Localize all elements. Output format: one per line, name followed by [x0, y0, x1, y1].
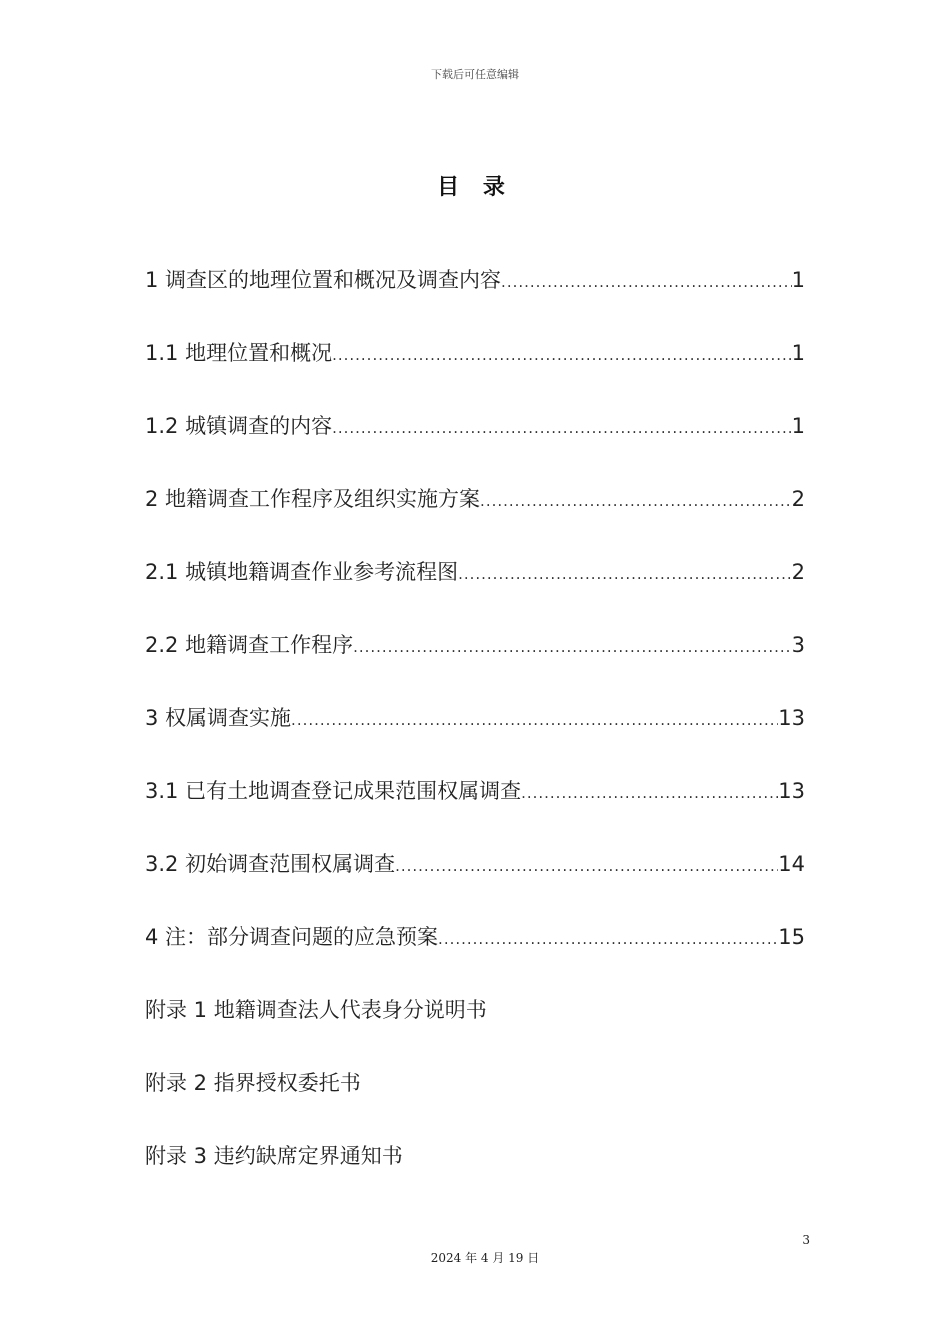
- toc-dot-leader: [291, 702, 778, 738]
- toc-entry-page: 1: [791, 268, 805, 292]
- toc-entry-text: 2.1 城镇地籍调查作业参考流程图: [145, 560, 459, 584]
- toc-entry-text: 2.2 地籍调查工作程序: [145, 633, 354, 657]
- toc-entry[interactable]: [145, 846, 805, 919]
- toc-entry-text: 4 注：部分调查问题的应急预案: [145, 925, 439, 949]
- toc-dot-leader: [353, 629, 792, 665]
- page-number: 3: [802, 1233, 810, 1247]
- toc-entry[interactable]: [145, 627, 805, 700]
- toc-entry-text: 1.1 地理位置和概况: [145, 341, 333, 365]
- page-title: 目 录: [437, 175, 513, 200]
- footer-date: 2024 年 4 月 19 日: [430, 1251, 540, 1265]
- toc-entry-text: 2 地籍调查工作程序及组织实施方案: [145, 487, 481, 511]
- appendix-entry[interactable]: 附录 1 地籍调查法人代表身分说明书: [145, 998, 487, 1022]
- toc-entry-page: 14: [778, 852, 805, 876]
- toc-entry[interactable]: [145, 262, 805, 335]
- toc-list: [145, 262, 805, 1211]
- toc-entry[interactable]: [145, 335, 805, 408]
- toc-dot-leader: [395, 848, 778, 884]
- toc-dot-leader: [332, 337, 792, 373]
- header-note: 下载后可任意编辑: [431, 68, 519, 81]
- toc-entry-page: 2: [791, 560, 805, 584]
- appendix-entry[interactable]: 附录 2 指界授权委托书: [145, 1071, 361, 1095]
- toc-entry-text: 3 权属调查实施: [145, 706, 292, 730]
- toc-entry[interactable]: [145, 919, 805, 992]
- toc-dot-leader: [438, 921, 778, 957]
- toc-entry[interactable]: [145, 481, 805, 554]
- toc-entry-page: 15: [778, 925, 805, 949]
- toc-entry-text: 3.2 初始调查范围权属调查: [145, 852, 396, 876]
- toc-entry-page: 3: [791, 633, 805, 657]
- toc-entry-text: 3.1 已有土地调查登记成果范围权属调查: [145, 779, 522, 803]
- toc-entry-page: 13: [778, 706, 805, 730]
- toc-entry[interactable]: [145, 554, 805, 627]
- toc-dot-leader: [480, 483, 792, 519]
- toc-entry-page: 2: [791, 487, 805, 511]
- toc-entry-page: 1: [791, 414, 805, 438]
- toc-entry-text: 1.2 城镇调查的内容: [145, 414, 333, 438]
- appendix-entry[interactable]: 附录 3 违约缺席定界通知书: [145, 1144, 403, 1168]
- toc-entry[interactable]: [145, 700, 805, 773]
- toc-dot-leader: [332, 410, 792, 446]
- toc-dot-leader: [458, 556, 792, 592]
- toc-entry[interactable]: [145, 408, 805, 481]
- toc-entry-page: 1: [791, 341, 805, 365]
- toc-dot-leader: [501, 264, 792, 300]
- toc-dot-leader: [521, 775, 778, 811]
- toc-entry-text: 1 调查区的地理位置和概况及调查内容: [145, 268, 502, 292]
- toc-entry-page: 13: [778, 779, 805, 803]
- toc-entry[interactable]: [145, 773, 805, 846]
